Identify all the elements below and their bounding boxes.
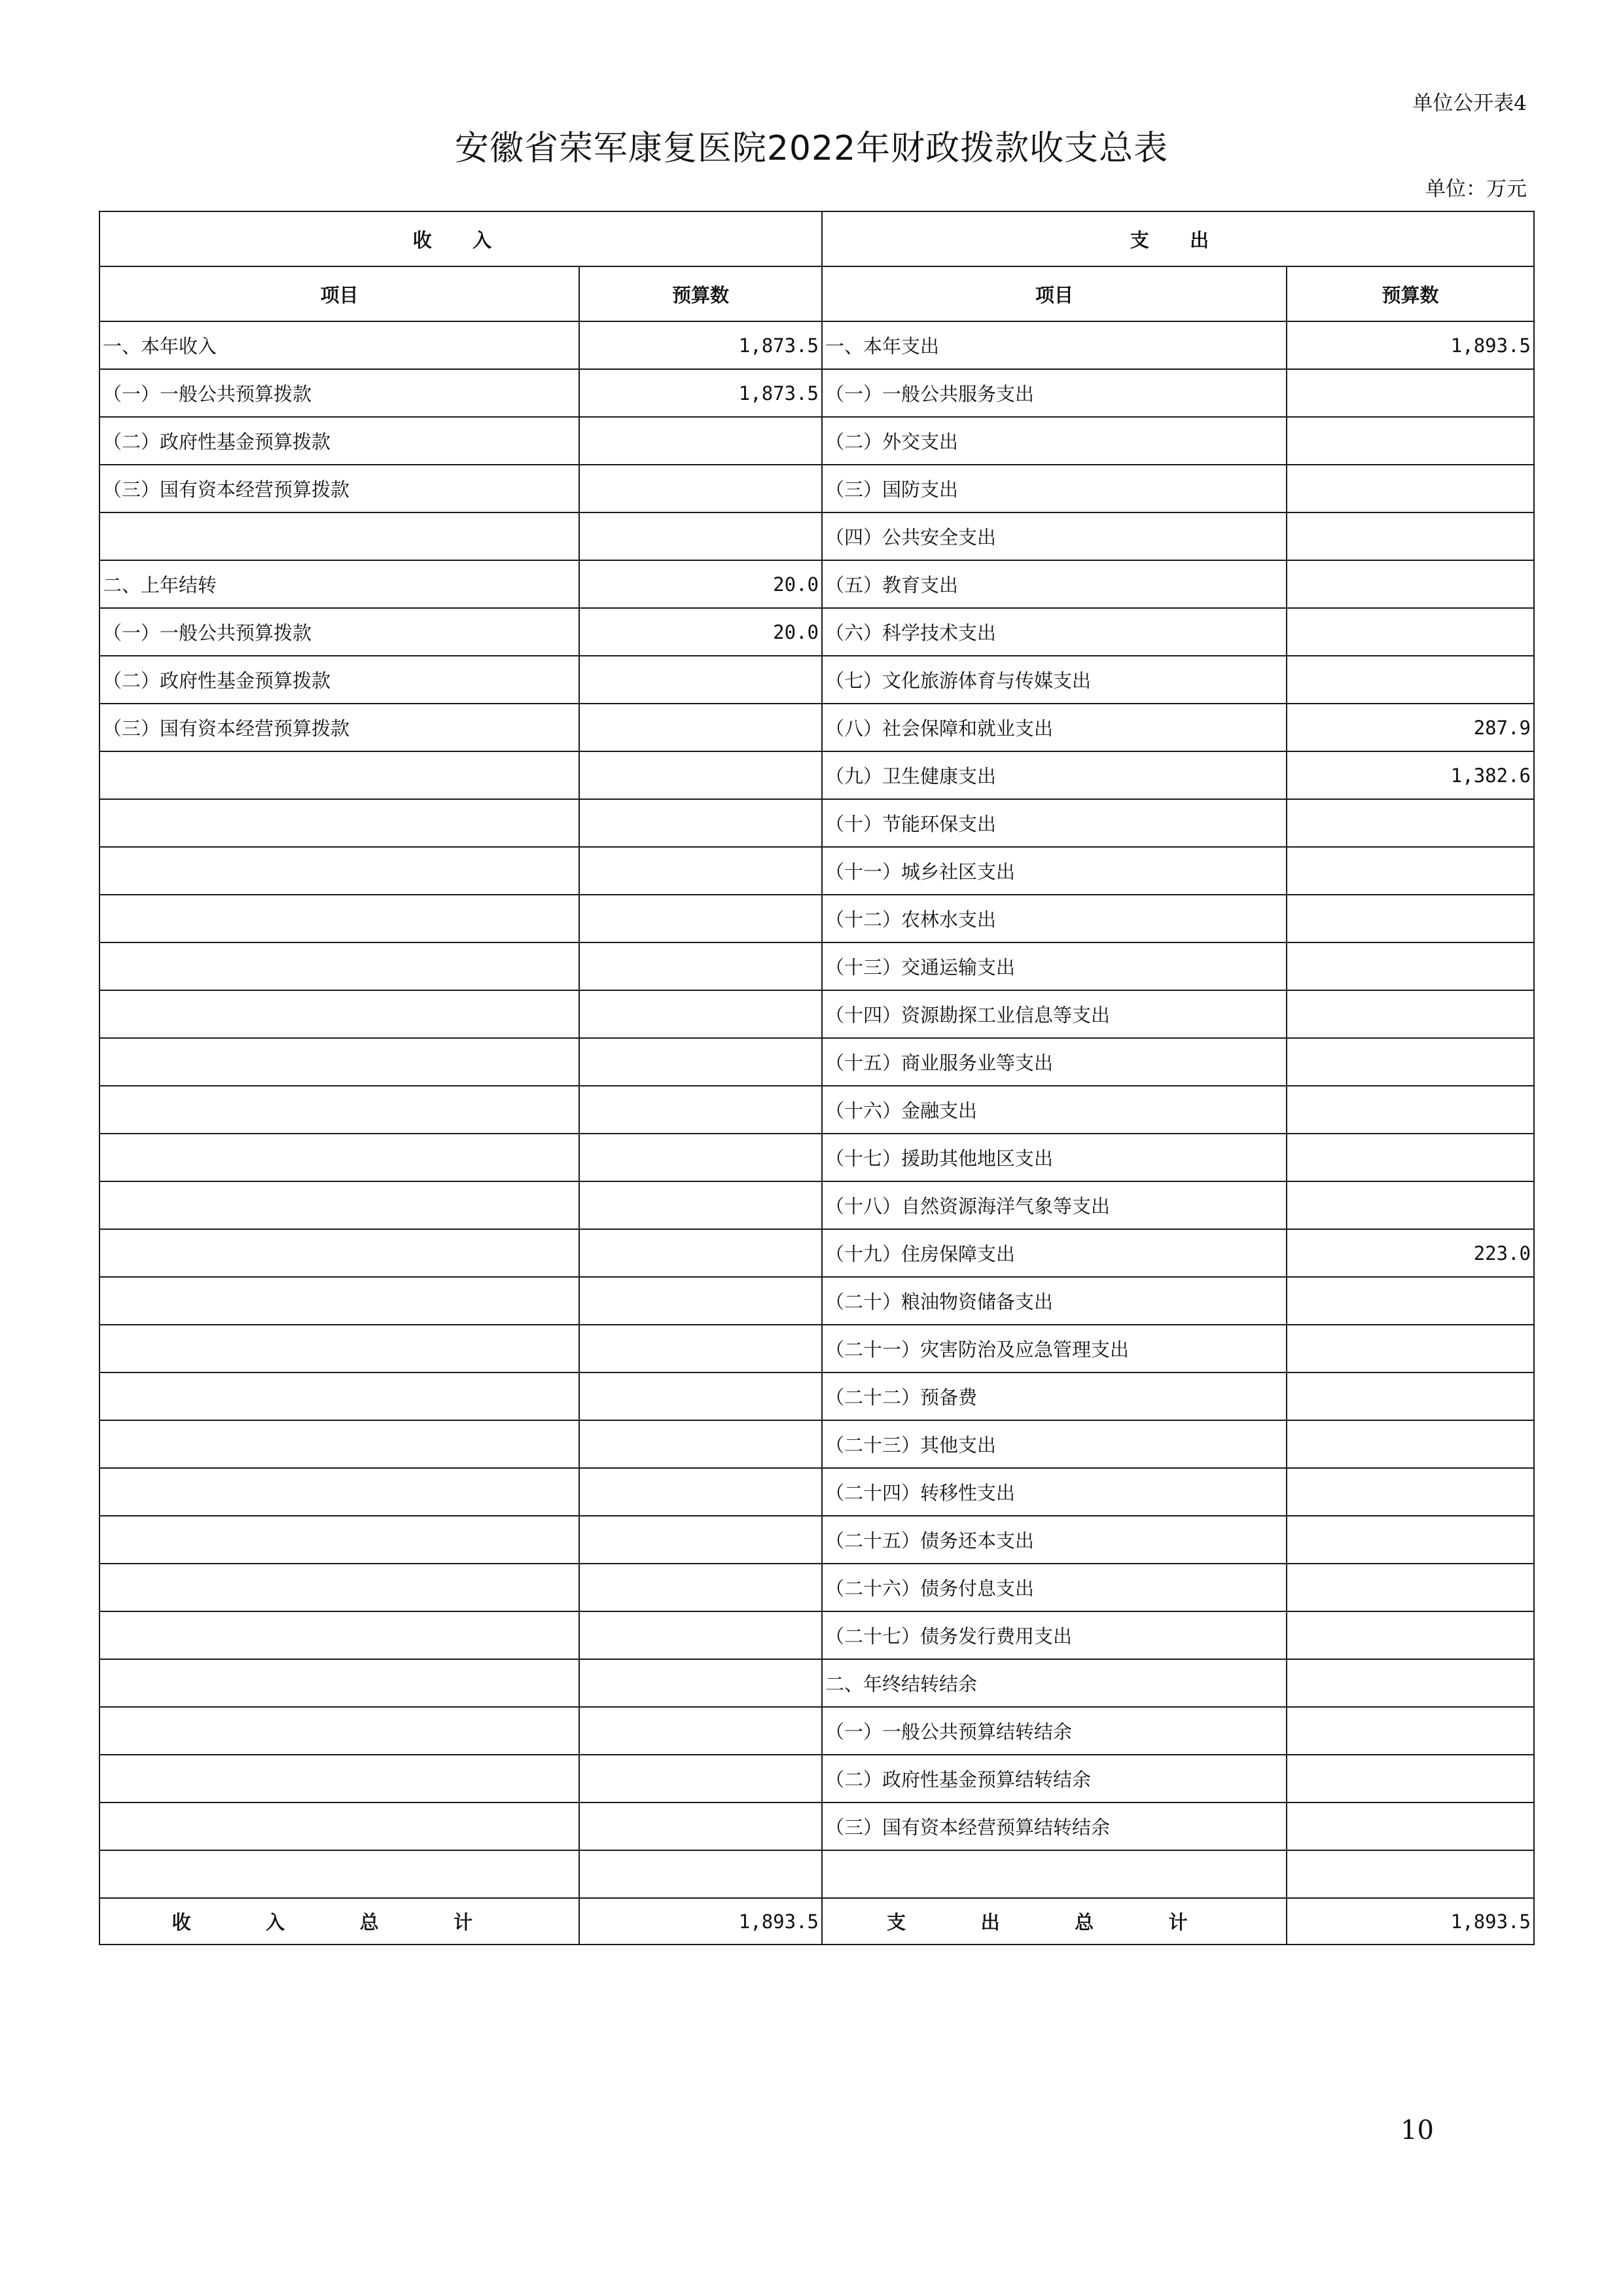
- expense-item-cell: （二十五）债务还本支出: [822, 1516, 1287, 1564]
- expense-amount-cell: [1287, 1277, 1534, 1325]
- income-amount-cell: 1,873.5: [579, 321, 822, 369]
- expense-amount-cell: [1287, 1755, 1534, 1803]
- expense-amount-cell: [1287, 990, 1534, 1038]
- income-item-cell: （二）政府性基金预算拨款: [99, 417, 579, 465]
- income-item-cell: [99, 1611, 579, 1659]
- income-item-cell: （三）国有资本经营预算拨款: [99, 465, 579, 512]
- table-row: [99, 942, 1534, 990]
- total-expense-label: 支 出 总 计: [822, 1898, 1287, 1945]
- income-amount-cell: [579, 417, 822, 465]
- income-item-cell: [99, 1372, 579, 1420]
- expense-amount-cell: 1,382.6: [1287, 751, 1534, 799]
- expense-item-cell: （一）一般公共服务支出: [822, 369, 1287, 417]
- expense-item-cell: （二十三）其他支出: [822, 1420, 1287, 1468]
- expense-item-cell: （五）教育支出: [822, 560, 1287, 608]
- expense-item-cell: （二十）粮油物资储备支出: [822, 1277, 1287, 1325]
- table-row: [99, 1611, 1534, 1659]
- income-amount-cell: [579, 1564, 822, 1611]
- table-row: [99, 990, 1534, 1038]
- income-item-cell: [99, 1755, 579, 1803]
- income-item-cell: [99, 1659, 579, 1707]
- income-item-cell: [99, 942, 579, 990]
- expense-item-cell: （二）外交支出: [822, 417, 1287, 465]
- income-item-cell: [99, 1707, 579, 1755]
- table-row: [99, 560, 1534, 608]
- income-item-cell: [99, 990, 579, 1038]
- unit-label: 单位：万元: [1425, 177, 1527, 201]
- expense-item-cell: （二十二）预备费: [822, 1372, 1287, 1420]
- table-row: [99, 1372, 1534, 1420]
- page-title: 安徽省荣军康复医院2022年财政拨款收支总表: [454, 129, 1169, 168]
- income-item-cell: [99, 1277, 579, 1325]
- table-row: [99, 417, 1534, 465]
- expense-amount-cell: [1287, 942, 1534, 990]
- table-row: [99, 799, 1534, 847]
- expense-item-cell: （八）社会保障和就业支出: [822, 704, 1287, 751]
- table-row: [99, 656, 1534, 704]
- expense-item-cell: （二十六）债务付息支出: [822, 1564, 1287, 1611]
- income-amount-cell: [579, 1372, 822, 1420]
- form-id: 单位公开表4: [1412, 92, 1527, 115]
- income-item-header: 项目: [99, 266, 579, 321]
- table-row: [99, 751, 1534, 799]
- expense-item-cell: [822, 1850, 1287, 1898]
- expense-amount-cell: [1287, 1516, 1534, 1564]
- income-amount-cell: [579, 656, 822, 704]
- table-row: [99, 1468, 1534, 1516]
- expense-item-cell: 一、本年支出: [822, 321, 1287, 369]
- expense-amount-cell: [1287, 1420, 1534, 1468]
- income-amount-cell: [579, 1803, 822, 1850]
- expense-item-cell: （十四）资源勘探工业信息等支出: [822, 990, 1287, 1038]
- expense-item-cell: （二十一）灾害防治及应急管理支出: [822, 1325, 1287, 1372]
- page-number: 10: [1400, 2115, 1434, 2145]
- expense-amount-cell: [1287, 1850, 1534, 1898]
- table-row: [99, 1850, 1534, 1898]
- expense-item-cell: （十九）住房保障支出: [822, 1229, 1287, 1277]
- income-item-cell: （二）政府性基金预算拨款: [99, 656, 579, 704]
- expense-group-header: 支 出: [822, 211, 1534, 266]
- table-row: [99, 1038, 1534, 1086]
- income-amount-cell: [579, 1134, 822, 1181]
- table-row: [99, 1181, 1534, 1229]
- expense-amount-cell: [1287, 1707, 1534, 1755]
- income-amount-cell: 20.0: [579, 608, 822, 656]
- table-row: [99, 608, 1534, 656]
- income-amount-header: 预算数: [579, 266, 822, 321]
- income-amount-cell: [579, 847, 822, 895]
- income-item-cell: [99, 1516, 579, 1564]
- total-row: [99, 1898, 1534, 1945]
- income-item-cell: （一）一般公共预算拨款: [99, 369, 579, 417]
- income-item-cell: [99, 1850, 579, 1898]
- table-row: [99, 1707, 1534, 1755]
- income-amount-cell: 1,873.5: [579, 369, 822, 417]
- income-amount-cell: [579, 465, 822, 512]
- expense-amount-cell: [1287, 1372, 1534, 1420]
- expense-item-cell: （三）国有资本经营预算结转结余: [822, 1803, 1287, 1850]
- table-row: [99, 1277, 1534, 1325]
- table-row: [99, 1564, 1534, 1611]
- expense-amount-cell: [1287, 608, 1534, 656]
- expense-amount-header: 预算数: [1287, 266, 1534, 321]
- expense-item-cell: （十六）金融支出: [822, 1086, 1287, 1134]
- expense-amount-cell: [1287, 1468, 1534, 1516]
- income-amount-cell: [579, 990, 822, 1038]
- table-row: [99, 895, 1534, 942]
- income-amount-cell: [579, 799, 822, 847]
- table-row: [99, 1803, 1534, 1850]
- income-item-cell: [99, 1325, 579, 1372]
- income-amount-cell: [579, 512, 822, 560]
- expense-item-cell: （一）一般公共预算结转结余: [822, 1707, 1287, 1755]
- income-amount-cell: [579, 1468, 822, 1516]
- table-row: [99, 1659, 1534, 1707]
- budget-table: [99, 211, 1535, 1945]
- income-amount-cell: [579, 1850, 822, 1898]
- income-amount-cell: 20.0: [579, 560, 822, 608]
- expense-item-cell: （二十七）债务发行费用支出: [822, 1611, 1287, 1659]
- expense-amount-cell: [1287, 369, 1534, 417]
- expense-item-cell: （十五）商业服务业等支出: [822, 1038, 1287, 1086]
- income-amount-cell: [579, 1038, 822, 1086]
- expense-amount-cell: [1287, 847, 1534, 895]
- income-amount-cell: [579, 1325, 822, 1372]
- income-amount-cell: [579, 1420, 822, 1468]
- income-item-cell: [99, 1229, 579, 1277]
- table-row: [99, 369, 1534, 417]
- income-item-cell: [99, 751, 579, 799]
- income-item-cell: [99, 1564, 579, 1611]
- expense-amount-cell: [1287, 656, 1534, 704]
- income-item-cell: [99, 1134, 579, 1181]
- total-income-label: 收 入 总 计: [99, 1898, 579, 1945]
- income-item-cell: [99, 1181, 579, 1229]
- expense-amount-cell: [1287, 1803, 1534, 1850]
- expense-amount-cell: 223.0: [1287, 1229, 1534, 1277]
- income-item-cell: [99, 1420, 579, 1468]
- income-item-cell: [99, 1468, 579, 1516]
- expense-item-header: 项目: [822, 266, 1287, 321]
- expense-amount-cell: [1287, 1611, 1534, 1659]
- table-row: [99, 1325, 1534, 1372]
- expense-amount-cell: [1287, 465, 1534, 512]
- expense-item-cell: 二、年终结转结余: [822, 1659, 1287, 1707]
- income-item-cell: [99, 1803, 579, 1850]
- table-row: [99, 1516, 1534, 1564]
- income-amount-cell: [579, 1277, 822, 1325]
- expense-amount-cell: 1,893.5: [1287, 321, 1534, 369]
- expense-item-cell: （十）节能环保支出: [822, 799, 1287, 847]
- expense-amount-cell: 287.9: [1287, 704, 1534, 751]
- income-item-cell: （一）一般公共预算拨款: [99, 608, 579, 656]
- table-row: [99, 321, 1534, 369]
- expense-amount-cell: [1287, 1325, 1534, 1372]
- income-amount-cell: [579, 1086, 822, 1134]
- column-header-row: [99, 266, 1534, 321]
- expense-amount-cell: [1287, 1134, 1534, 1181]
- expense-amount-cell: [1287, 799, 1534, 847]
- expense-item-cell: （十二）农林水支出: [822, 895, 1287, 942]
- expense-amount-cell: [1287, 560, 1534, 608]
- expense-amount-cell: [1287, 1564, 1534, 1611]
- income-amount-cell: [579, 1755, 822, 1803]
- expense-item-cell: （九）卫生健康支出: [822, 751, 1287, 799]
- income-item-cell: [99, 847, 579, 895]
- expense-amount-cell: [1287, 895, 1534, 942]
- expense-amount-cell: [1287, 1659, 1534, 1707]
- total-expense-value: 1,893.5: [1287, 1898, 1534, 1945]
- income-amount-cell: [579, 751, 822, 799]
- income-amount-cell: [579, 895, 822, 942]
- expense-amount-cell: [1287, 1181, 1534, 1229]
- table-row: [99, 847, 1534, 895]
- income-item-cell: [99, 799, 579, 847]
- expense-item-cell: （三）国防支出: [822, 465, 1287, 512]
- table-row: [99, 1134, 1534, 1181]
- table-row: [99, 1086, 1534, 1134]
- table-row: [99, 1229, 1534, 1277]
- income-amount-cell: [579, 1516, 822, 1564]
- expense-item-cell: （十三）交通运输支出: [822, 942, 1287, 990]
- income-amount-cell: [579, 1611, 822, 1659]
- expense-item-cell: （七）文化旅游体育与传媒支出: [822, 656, 1287, 704]
- expense-item-cell: （十八）自然资源海洋气象等支出: [822, 1181, 1287, 1229]
- expense-item-cell: （十一）城乡社区支出: [822, 847, 1287, 895]
- income-item-cell: （三）国有资本经营预算拨款: [99, 704, 579, 751]
- expense-item-cell: （四）公共安全支出: [822, 512, 1287, 560]
- income-item-cell: [99, 1038, 579, 1086]
- income-item-cell: [99, 1086, 579, 1134]
- income-item-cell: 一、本年收入: [99, 321, 579, 369]
- group-header-row: [99, 211, 1534, 266]
- expense-item-cell: （六）科学技术支出: [822, 608, 1287, 656]
- expense-amount-cell: [1287, 1086, 1534, 1134]
- table-row: [99, 512, 1534, 560]
- expense-item-cell: （十七）援助其他地区支出: [822, 1134, 1287, 1181]
- expense-amount-cell: [1287, 417, 1534, 465]
- expense-amount-cell: [1287, 1038, 1534, 1086]
- income-item-cell: [99, 512, 579, 560]
- table-row: [99, 465, 1534, 512]
- income-item-cell: [99, 895, 579, 942]
- expense-amount-cell: [1287, 512, 1534, 560]
- income-group-header: 收 入: [99, 211, 822, 266]
- expense-item-cell: （二）政府性基金预算结转结余: [822, 1755, 1287, 1803]
- income-amount-cell: [579, 1659, 822, 1707]
- expense-item-cell: （二十四）转移性支出: [822, 1468, 1287, 1516]
- table-row: [99, 704, 1534, 751]
- income-amount-cell: [579, 1181, 822, 1229]
- table-row: [99, 1755, 1534, 1803]
- income-item-cell: 二、上年结转: [99, 560, 579, 608]
- income-amount-cell: [579, 1707, 822, 1755]
- income-amount-cell: [579, 942, 822, 990]
- income-amount-cell: [579, 704, 822, 751]
- income-amount-cell: [579, 1229, 822, 1277]
- table-row: [99, 1420, 1534, 1468]
- total-income-value: 1,893.5: [579, 1898, 822, 1945]
